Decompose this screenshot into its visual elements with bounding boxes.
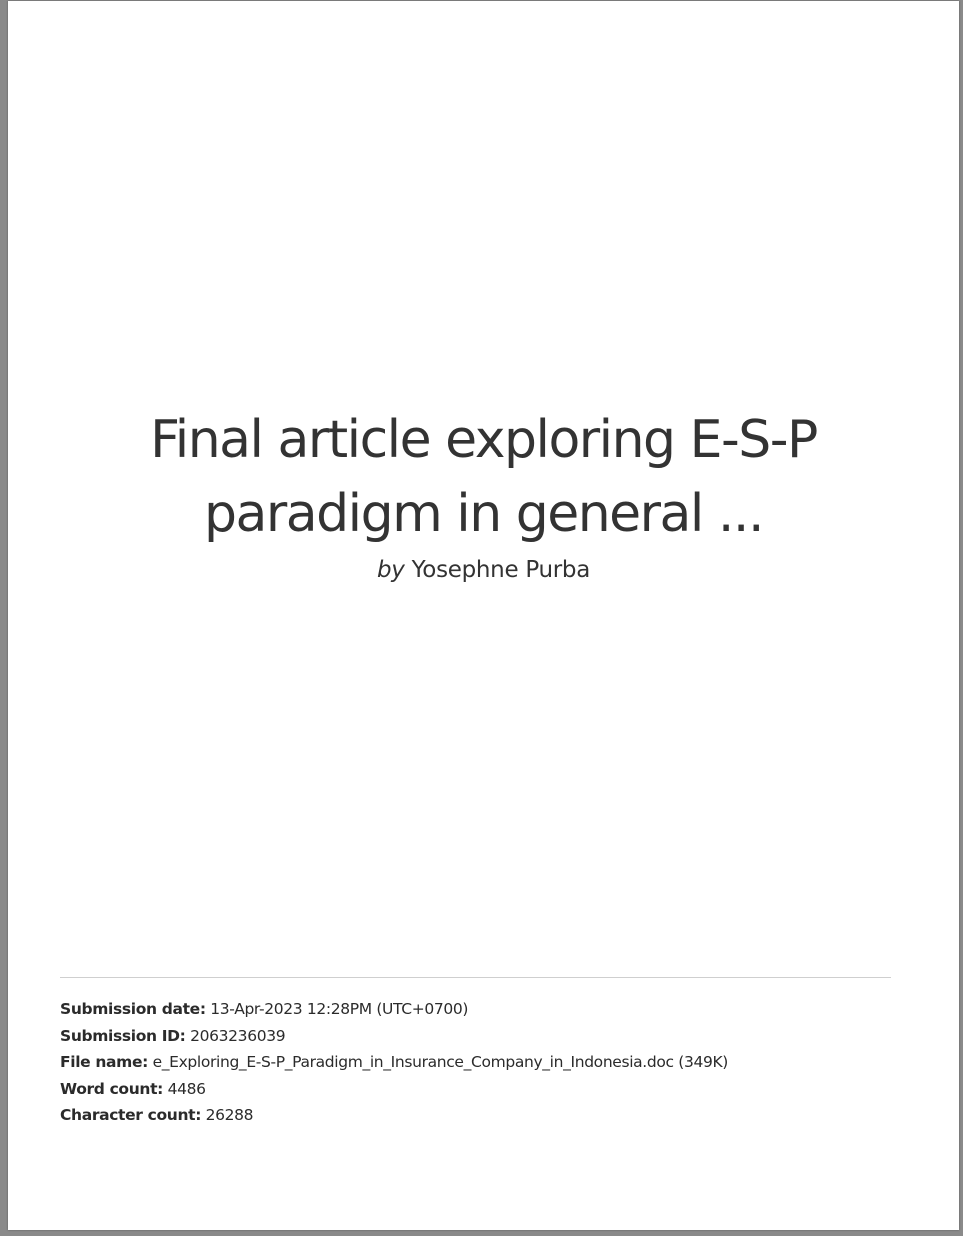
divider bbox=[60, 977, 891, 978]
document-title bbox=[8, 403, 959, 551]
word-count-label: Word count: bbox=[60, 1079, 163, 1098]
submission-id-row bbox=[60, 1023, 940, 1050]
author-name: Yosephne Purba bbox=[411, 557, 591, 583]
character-count-value: 26288 bbox=[205, 1106, 254, 1125]
submission-date-value: 13-Apr-2023 12:28PM (UTC+0700) bbox=[210, 1000, 469, 1018]
character-count-label: Character count: bbox=[60, 1106, 202, 1125]
submission-date-label: Submission date: bbox=[60, 1000, 206, 1018]
file-name-label: File name: bbox=[60, 1053, 148, 1072]
word-count-value: 4486 bbox=[167, 1079, 206, 1098]
submission-id-value: 2063236039 bbox=[190, 1026, 286, 1045]
title-line-2: paradigm in general ... bbox=[204, 484, 763, 544]
submission-date-row bbox=[60, 996, 940, 1023]
character-count-row bbox=[60, 1102, 940, 1129]
submission-metadata bbox=[60, 996, 940, 1129]
file-name-row bbox=[60, 1049, 940, 1076]
file-name-value: e_Exploring_E-S-P_Paradigm_in_Insurance_Company_in_Indonesia.doc (349K) bbox=[152, 1053, 728, 1072]
submission-id-label: Submission ID: bbox=[60, 1026, 186, 1045]
document-page bbox=[8, 1, 959, 1230]
byline-prefix: by bbox=[376, 557, 405, 583]
title-line-1: Final article exploring E-S-P bbox=[150, 410, 817, 470]
author-byline bbox=[8, 554, 959, 586]
word-count-row bbox=[60, 1076, 940, 1103]
